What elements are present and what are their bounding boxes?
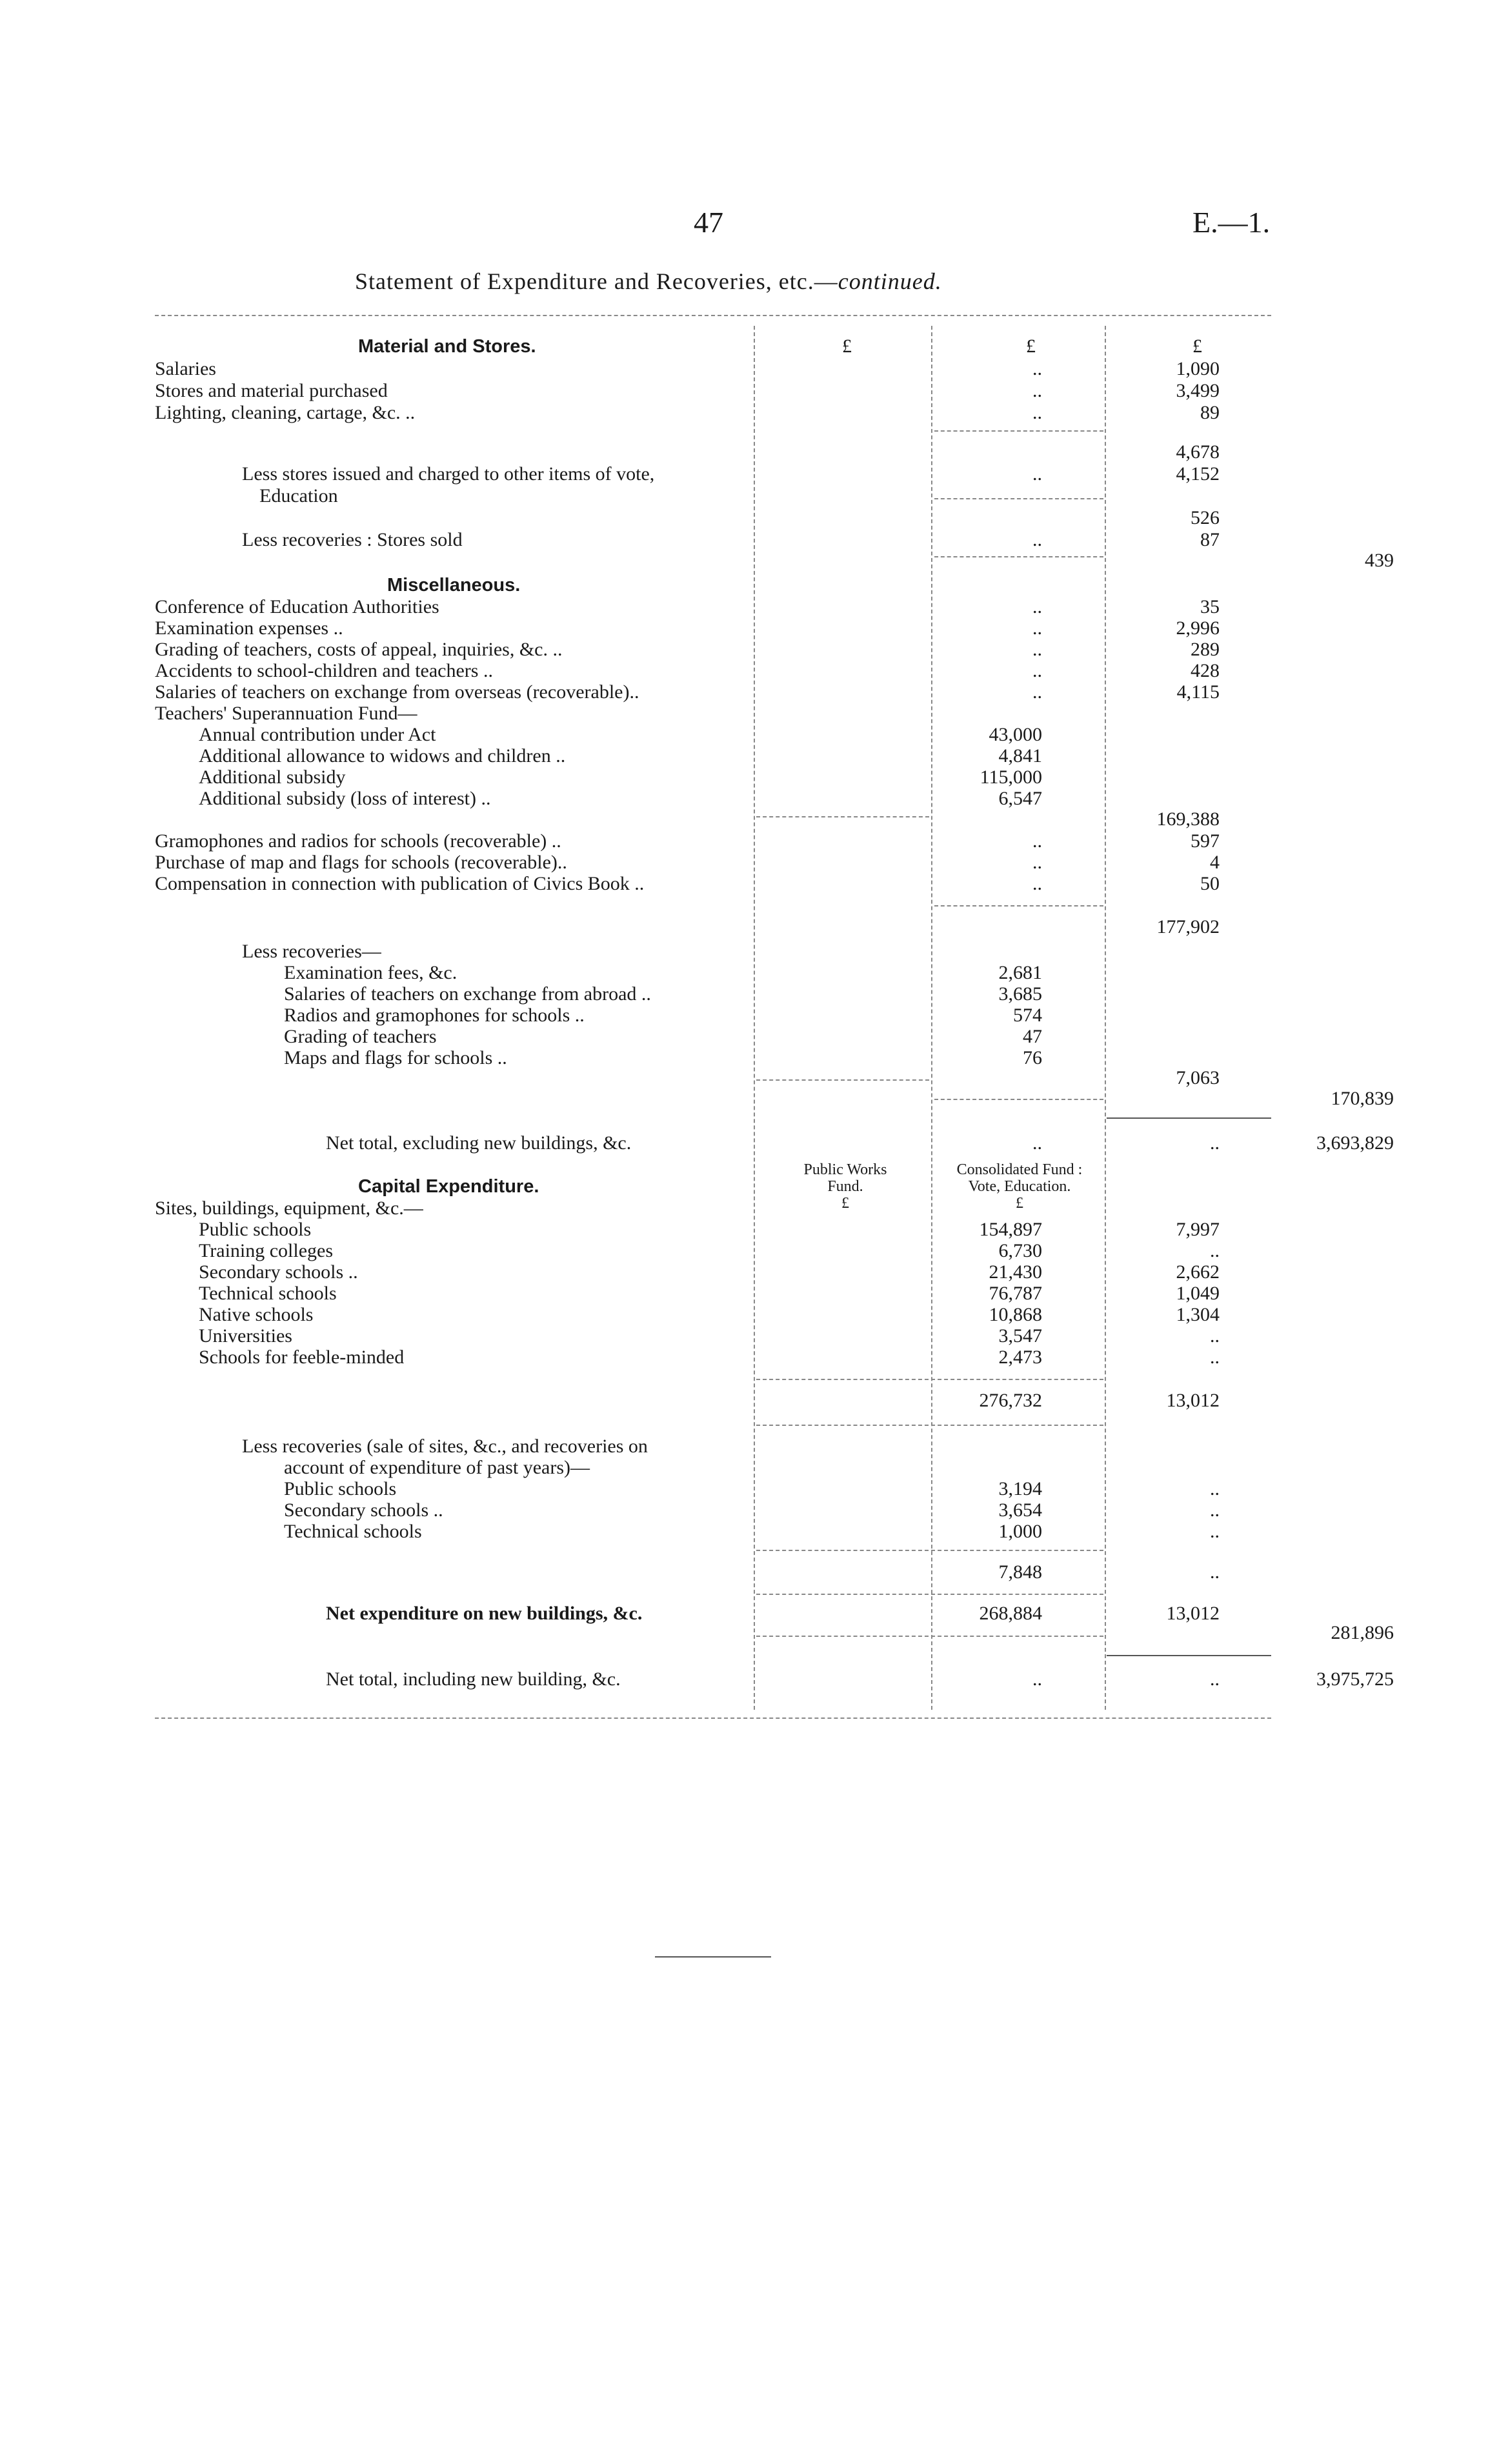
table-row bbox=[155, 596, 1278, 618]
table-row bbox=[155, 617, 1278, 639]
cell-col2: .. bbox=[1210, 1521, 1220, 1542]
row-label: Net expenditure on new buildings, &c. bbox=[326, 1603, 643, 1624]
cell-col1: 76,787 bbox=[989, 1283, 1042, 1304]
cell-col2: 1,049 bbox=[1176, 1283, 1220, 1304]
pound-sign-col3: £ bbox=[1192, 336, 1202, 357]
cell-col1: 21,430 bbox=[989, 1261, 1042, 1283]
cell-col2: .. bbox=[1210, 1347, 1220, 1368]
col1-header-line: Public Works bbox=[803, 1161, 887, 1178]
row-label: Purchase of map and flags for schools (recoverable).. bbox=[155, 852, 567, 873]
table-row bbox=[155, 1457, 1278, 1479]
row-label: Compensation in connection with publication of Civics Book .. bbox=[155, 873, 645, 894]
cell-col1: 115,000 bbox=[980, 766, 1042, 788]
cell-col2: 4,152 bbox=[1176, 463, 1220, 485]
table-row bbox=[155, 660, 1278, 682]
row-label: Annual contribution under Act bbox=[199, 724, 436, 745]
net-total-excl-row bbox=[155, 1132, 1394, 1154]
row-label: Teachers' Superannuation Fund— bbox=[155, 703, 417, 724]
end-mark bbox=[655, 1956, 771, 1958]
table-row bbox=[155, 1197, 1278, 1219]
material-stores-heading-row bbox=[155, 336, 1278, 357]
table-row bbox=[155, 485, 1278, 507]
cell-col1: 3,547 bbox=[998, 1325, 1042, 1347]
recoveries-total-row bbox=[155, 1067, 1278, 1089]
rule bbox=[756, 1550, 1103, 1551]
row-label: Sites, buildings, equipment, &c.— bbox=[155, 1197, 423, 1219]
cell-col2: 87 bbox=[1200, 529, 1220, 550]
cell-col1: 2,473 bbox=[998, 1347, 1042, 1368]
row-label: Gramophones and radios for schools (recoverable) .. bbox=[155, 830, 561, 852]
cell-col2: 13,012 bbox=[1166, 1390, 1220, 1411]
table-row bbox=[155, 681, 1278, 703]
table-row bbox=[155, 766, 1278, 788]
table-row bbox=[155, 529, 1278, 551]
table-row bbox=[155, 402, 1278, 424]
table-row bbox=[155, 639, 1278, 661]
section-heading: Capital Expenditure. bbox=[358, 1176, 539, 1197]
col1-header-line: Fund. bbox=[827, 1178, 863, 1195]
table-row bbox=[155, 1521, 1278, 1543]
cell-col2: 89 bbox=[1200, 402, 1220, 423]
cell-col2: 7,063 bbox=[1176, 1067, 1220, 1088]
rule bbox=[934, 430, 1103, 432]
rule bbox=[934, 498, 1103, 499]
table-row bbox=[155, 1261, 1278, 1283]
cell-col1: .. bbox=[1032, 463, 1042, 485]
cell-col1: .. bbox=[1032, 617, 1042, 639]
table-row bbox=[155, 1005, 1278, 1027]
cell-col1: 10,868 bbox=[989, 1304, 1042, 1325]
cell-col1: 154,897 bbox=[979, 1219, 1042, 1240]
cell-col1: 43,000 bbox=[989, 724, 1042, 745]
row-label: Secondary schools .. bbox=[284, 1499, 443, 1521]
cell-col2: 50 bbox=[1200, 873, 1220, 894]
rule bbox=[934, 905, 1103, 906]
cell-col1: .. bbox=[1032, 402, 1042, 423]
cell-col2: .. bbox=[1210, 1499, 1220, 1521]
row-label: Universities bbox=[199, 1325, 292, 1347]
cell-col1: 6,730 bbox=[998, 1240, 1042, 1261]
table-row bbox=[155, 941, 1278, 963]
row-label: Less recoveries (sale of sites, &c., and recoveries on bbox=[242, 1436, 648, 1457]
cell-col1: .. bbox=[1032, 660, 1042, 681]
row-label: Lighting, cleaning, cartage, &c. .. bbox=[155, 402, 416, 423]
net-capital-row bbox=[155, 1603, 1278, 1625]
table-row bbox=[155, 983, 1278, 1005]
rule bbox=[756, 1379, 1103, 1380]
rule bbox=[756, 1594, 1103, 1595]
table-row bbox=[155, 1347, 1278, 1368]
cell-col1: 6,547 bbox=[998, 788, 1042, 809]
cell-col1: 574 bbox=[1013, 1005, 1042, 1026]
row-label: Radios and gramophones for schools .. bbox=[284, 1005, 585, 1026]
cell-col1: .. bbox=[1032, 596, 1042, 617]
rule bbox=[1107, 1117, 1271, 1119]
cell-col2: 428 bbox=[1191, 660, 1220, 681]
cell-col3: 3,975,725 bbox=[1316, 1668, 1394, 1690]
cell-col1: 4,841 bbox=[998, 745, 1042, 766]
row-label: account of expenditure of past years)— bbox=[284, 1457, 590, 1478]
col1-header-line: £ bbox=[841, 1195, 849, 1212]
superannuation-total-row bbox=[155, 808, 1278, 830]
row-label: Grading of teachers bbox=[284, 1026, 437, 1047]
row-label: Additional subsidy bbox=[199, 766, 346, 788]
cell-col1: 3,685 bbox=[998, 983, 1042, 1005]
row-label: Native schools bbox=[199, 1304, 314, 1325]
row-label: Education bbox=[259, 485, 338, 506]
row-label: Salaries bbox=[155, 358, 216, 379]
row-label: Technical schools bbox=[199, 1283, 337, 1304]
table-row bbox=[155, 962, 1278, 984]
capital-heading-row bbox=[155, 1176, 1278, 1197]
table-row bbox=[155, 1304, 1278, 1326]
cell-col2: 177,902 bbox=[1156, 916, 1220, 937]
subtotal-row bbox=[155, 441, 1278, 463]
row-label: Net total, including new building, &c. bbox=[326, 1668, 621, 1690]
cell-col1: .. bbox=[1032, 380, 1042, 401]
cell-col1: 3,194 bbox=[998, 1478, 1042, 1499]
title-text: Statement of Expenditure and Recoveries, etc.— bbox=[355, 268, 838, 294]
table-row bbox=[155, 852, 1278, 874]
table-row bbox=[155, 745, 1278, 767]
table-row bbox=[155, 1047, 1278, 1069]
row-label: Schools for feeble-minded bbox=[199, 1347, 405, 1368]
pound-sign-col2: £ bbox=[1026, 336, 1036, 357]
cell-col2: 35 bbox=[1200, 596, 1220, 617]
cell-col2: 289 bbox=[1191, 639, 1220, 660]
table-row bbox=[155, 1283, 1278, 1305]
page-number: 47 bbox=[694, 206, 723, 239]
pound-sign-col1: £ bbox=[842, 336, 852, 357]
row-label: Examination expenses .. bbox=[155, 617, 343, 639]
cell-col1: 47 bbox=[1023, 1026, 1042, 1047]
cell-col2: 169,388 bbox=[1156, 808, 1220, 830]
page-reference: E.—1. bbox=[1192, 206, 1271, 239]
cell-col2: .. bbox=[1210, 1325, 1220, 1347]
cell-col2: .. bbox=[1210, 1668, 1220, 1690]
cell-col1: 7,848 bbox=[998, 1561, 1042, 1583]
net-total-incl-row bbox=[155, 1668, 1394, 1690]
cell-col1: 1,000 bbox=[998, 1521, 1042, 1542]
cell-col1: .. bbox=[1032, 1668, 1042, 1690]
section-heading: Miscellaneous. bbox=[387, 575, 521, 596]
cell-col2: .. bbox=[1210, 1478, 1220, 1499]
cell-col2: .. bbox=[1210, 1132, 1220, 1154]
row-label: Public schools bbox=[284, 1478, 397, 1499]
total-row bbox=[155, 550, 1394, 572]
row-label: Additional allowance to widows and children .. bbox=[199, 745, 566, 766]
table-row bbox=[155, 1436, 1278, 1457]
title-continued: continued. bbox=[838, 268, 942, 294]
misc-heading-row bbox=[155, 574, 1278, 596]
table-row bbox=[155, 1478, 1278, 1500]
row-label: Secondary schools .. bbox=[199, 1261, 358, 1283]
table-row bbox=[155, 358, 1278, 380]
recoveries-total-row bbox=[155, 1561, 1278, 1583]
cell-col2: 3,499 bbox=[1176, 380, 1220, 401]
cell-col2: 526 bbox=[1191, 507, 1220, 528]
table-row bbox=[155, 380, 1278, 402]
cell-col2: 4,115 bbox=[1176, 681, 1220, 703]
bottom-rule bbox=[155, 1718, 1271, 1719]
table-row bbox=[155, 463, 1278, 485]
page-title bbox=[355, 268, 942, 295]
col2-header-line: Vote, Education. bbox=[968, 1178, 1071, 1195]
subtotal-row bbox=[155, 916, 1278, 938]
row-label: Salaries of teachers on exchange from abroad .. bbox=[284, 983, 651, 1005]
cell-col2: 1,090 bbox=[1176, 358, 1220, 379]
subtotal-row bbox=[155, 1390, 1278, 1412]
row-label: Net total, excluding new buildings, &c. bbox=[326, 1132, 632, 1154]
cell-col3: 281,896 bbox=[1331, 1622, 1394, 1643]
table-row bbox=[155, 1026, 1278, 1048]
cell-col2: .. bbox=[1210, 1561, 1220, 1583]
cell-col1: .. bbox=[1032, 1132, 1042, 1154]
cell-col2: 597 bbox=[1191, 830, 1220, 852]
cell-col1: .. bbox=[1032, 681, 1042, 703]
cell-col1: 2,681 bbox=[998, 962, 1042, 983]
cell-col1: 3,654 bbox=[998, 1499, 1042, 1521]
table-row bbox=[155, 1325, 1278, 1347]
row-label: Public schools bbox=[199, 1219, 312, 1240]
cell-col2: 4,678 bbox=[1176, 441, 1220, 463]
cell-col1: .. bbox=[1032, 358, 1042, 379]
table-row bbox=[155, 830, 1278, 852]
cell-col2: 1,304 bbox=[1176, 1304, 1220, 1325]
cell-col1: .. bbox=[1032, 529, 1042, 550]
top-rule bbox=[155, 315, 1271, 316]
cell-col2: 7,997 bbox=[1176, 1219, 1220, 1240]
misc-total-row bbox=[155, 1088, 1394, 1110]
row-label: Examination fees, &c. bbox=[284, 962, 457, 983]
row-label: Less recoveries— bbox=[242, 941, 381, 962]
cell-col3: 170,839 bbox=[1331, 1088, 1394, 1109]
row-label: Training colleges bbox=[199, 1240, 334, 1261]
rule bbox=[1107, 1655, 1271, 1656]
cell-col3: 3,693,829 bbox=[1316, 1132, 1394, 1154]
row-label: Maps and flags for schools .. bbox=[284, 1047, 507, 1068]
row-label: Grading of teachers, costs of appeal, inquiries, &c. .. bbox=[155, 639, 563, 660]
row-label: Salaries of teachers on exchange from overseas (recoverable).. bbox=[155, 681, 639, 703]
rule bbox=[756, 1425, 1103, 1426]
cell-col3: 439 bbox=[1365, 550, 1394, 571]
cell-col1: .. bbox=[1032, 830, 1042, 852]
row-label: Additional subsidy (loss of interest) .. bbox=[199, 788, 491, 809]
cell-col2: 2,662 bbox=[1176, 1261, 1220, 1283]
table-row bbox=[155, 703, 1278, 725]
row-label: Conference of Education Authorities bbox=[155, 596, 439, 617]
col2-header-line: £ bbox=[1016, 1195, 1023, 1212]
row-label: Accidents to school-children and teachers .. bbox=[155, 660, 493, 681]
section-heading: Material and Stores. bbox=[358, 336, 536, 357]
cell-col1: .. bbox=[1032, 639, 1042, 660]
table-row bbox=[155, 788, 1278, 810]
cell-col1: 268,884 bbox=[979, 1603, 1042, 1624]
cell-col1: .. bbox=[1032, 852, 1042, 873]
row-label: Less stores issued and charged to other items of vote, bbox=[242, 463, 655, 485]
row-label: Technical schools bbox=[284, 1521, 422, 1542]
table-row bbox=[155, 1219, 1278, 1241]
net-capital-total-row bbox=[155, 1622, 1394, 1644]
cell-col2: 2,996 bbox=[1176, 617, 1220, 639]
row-label: Stores and material purchased bbox=[155, 380, 388, 401]
table-row bbox=[155, 1240, 1278, 1262]
cell-col2: 13,012 bbox=[1166, 1603, 1220, 1624]
col2-header-line: Consolidated Fund : bbox=[956, 1161, 1083, 1178]
cell-col2: .. bbox=[1210, 1240, 1220, 1261]
row-label: Less recoveries : Stores sold bbox=[242, 529, 463, 550]
cell-col1: .. bbox=[1032, 873, 1042, 894]
table-row bbox=[155, 724, 1278, 746]
cell-col1: 76 bbox=[1023, 1047, 1042, 1068]
cell-col1: 276,732 bbox=[979, 1390, 1042, 1411]
cell-col2: 4 bbox=[1210, 852, 1220, 873]
net-row bbox=[155, 507, 1278, 529]
table-row bbox=[155, 873, 1278, 895]
table-row bbox=[155, 1499, 1278, 1521]
